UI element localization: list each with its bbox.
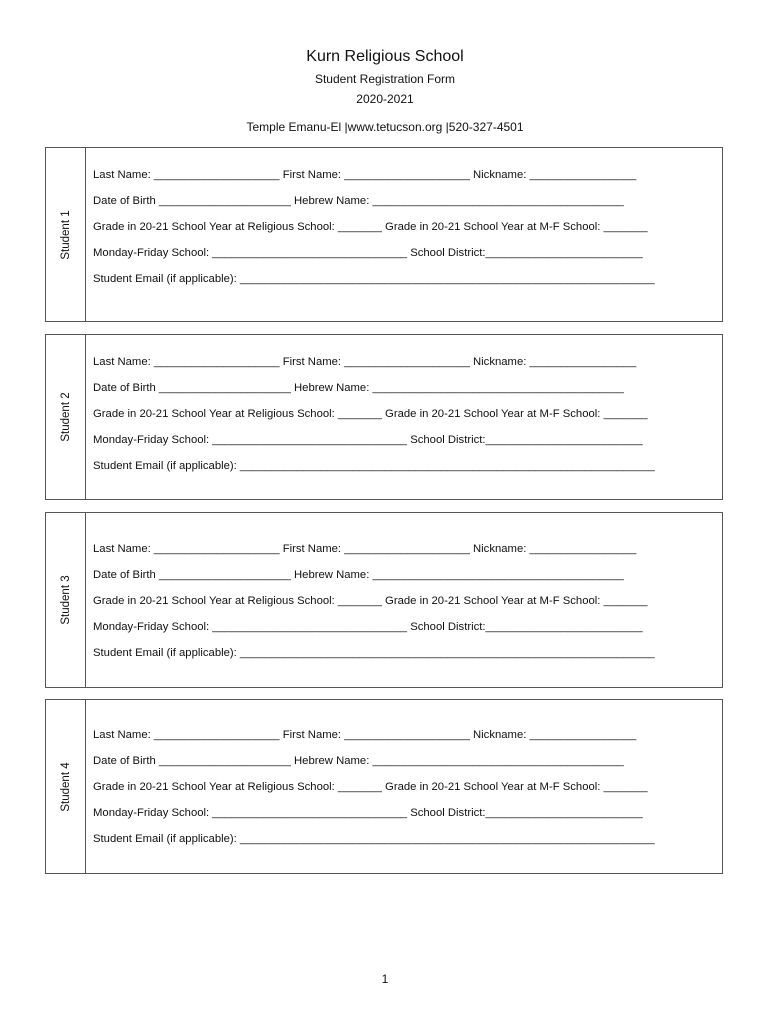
name-fields-line[interactable]: Last Name: ____________________ First Name: ____________________ Nickname: _________________	[93, 729, 637, 741]
grade-line[interactable]: Grade in 20-21 School Year at Religious School: _______ Grade in 20-21 School Year at M-F School: _______	[93, 781, 648, 793]
student-side-panel	[46, 148, 86, 321]
student-section-3	[45, 512, 723, 688]
school-district-line[interactable]: Monday-Friday School: _______________________________ School District:_________________________	[93, 434, 643, 446]
birth-hebrew-line[interactable]: Date of Birth _____________________ Hebrew Name: ________________________________________	[93, 755, 624, 767]
student-label: Student 4	[60, 761, 72, 812]
student-label: Student 3	[60, 575, 72, 625]
student-label: Student 1	[60, 209, 72, 260]
student-side-panel	[46, 513, 86, 687]
student-section-1	[45, 147, 723, 322]
school-district-line[interactable]: Monday-Friday School: _______________________________ School District:_________________________	[93, 621, 643, 633]
school-title: Kurn Religious School	[306, 48, 464, 65]
student-label: Student 2	[60, 392, 72, 442]
student-side-panel	[46, 335, 86, 499]
school-district-line[interactable]: Monday-Friday School: _______________________________ School District:_________________________	[93, 807, 643, 819]
name-fields-line[interactable]: Last Name: ____________________ First Name: ____________________ Nickname: _________________	[93, 169, 637, 181]
student-side-panel	[46, 700, 86, 873]
email-line[interactable]: Student Email (if applicable): __________________________________________________________________	[93, 833, 655, 845]
name-fields-line[interactable]: Last Name: ____________________ First Name: ____________________ Nickname: _________________	[93, 543, 637, 555]
email-line[interactable]: Student Email (if applicable): __________________________________________________________________	[93, 647, 655, 659]
student-section-4	[45, 699, 723, 874]
birth-hebrew-line[interactable]: Date of Birth _____________________ Hebrew Name: ________________________________________	[93, 382, 624, 394]
school-district-line[interactable]: Monday-Friday School: _______________________________ School District:_________________________	[93, 247, 643, 259]
student-section-2	[45, 334, 723, 500]
page-number: 1	[381, 972, 389, 986]
grade-line[interactable]: Grade in 20-21 School Year at Religious School: _______ Grade in 20-21 School Year at M-F School: _______	[93, 221, 648, 233]
birth-hebrew-line[interactable]: Date of Birth _____________________ Hebrew Name: ________________________________________	[93, 569, 624, 581]
form-title: Student Registration Form	[314, 72, 456, 86]
grade-line[interactable]: Grade in 20-21 School Year at Religious School: _______ Grade in 20-21 School Year at M-F School: _______	[93, 408, 648, 420]
grade-line[interactable]: Grade in 20-21 School Year at Religious School: _______ Grade in 20-21 School Year at M-F School: _______	[93, 595, 648, 607]
name-fields-line[interactable]: Last Name: ____________________ First Name: ____________________ Nickname: _________________	[93, 356, 637, 368]
email-line[interactable]: Student Email (if applicable): __________________________________________________________________	[93, 460, 655, 472]
school-year: 2020-2021	[356, 92, 414, 106]
contact-info: Temple Emanu-El |www.tetucson.org |520-327-4501	[246, 120, 524, 134]
birth-hebrew-line[interactable]: Date of Birth _____________________ Hebrew Name: ________________________________________	[93, 195, 624, 207]
email-line[interactable]: Student Email (if applicable): __________________________________________________________________	[93, 273, 655, 285]
